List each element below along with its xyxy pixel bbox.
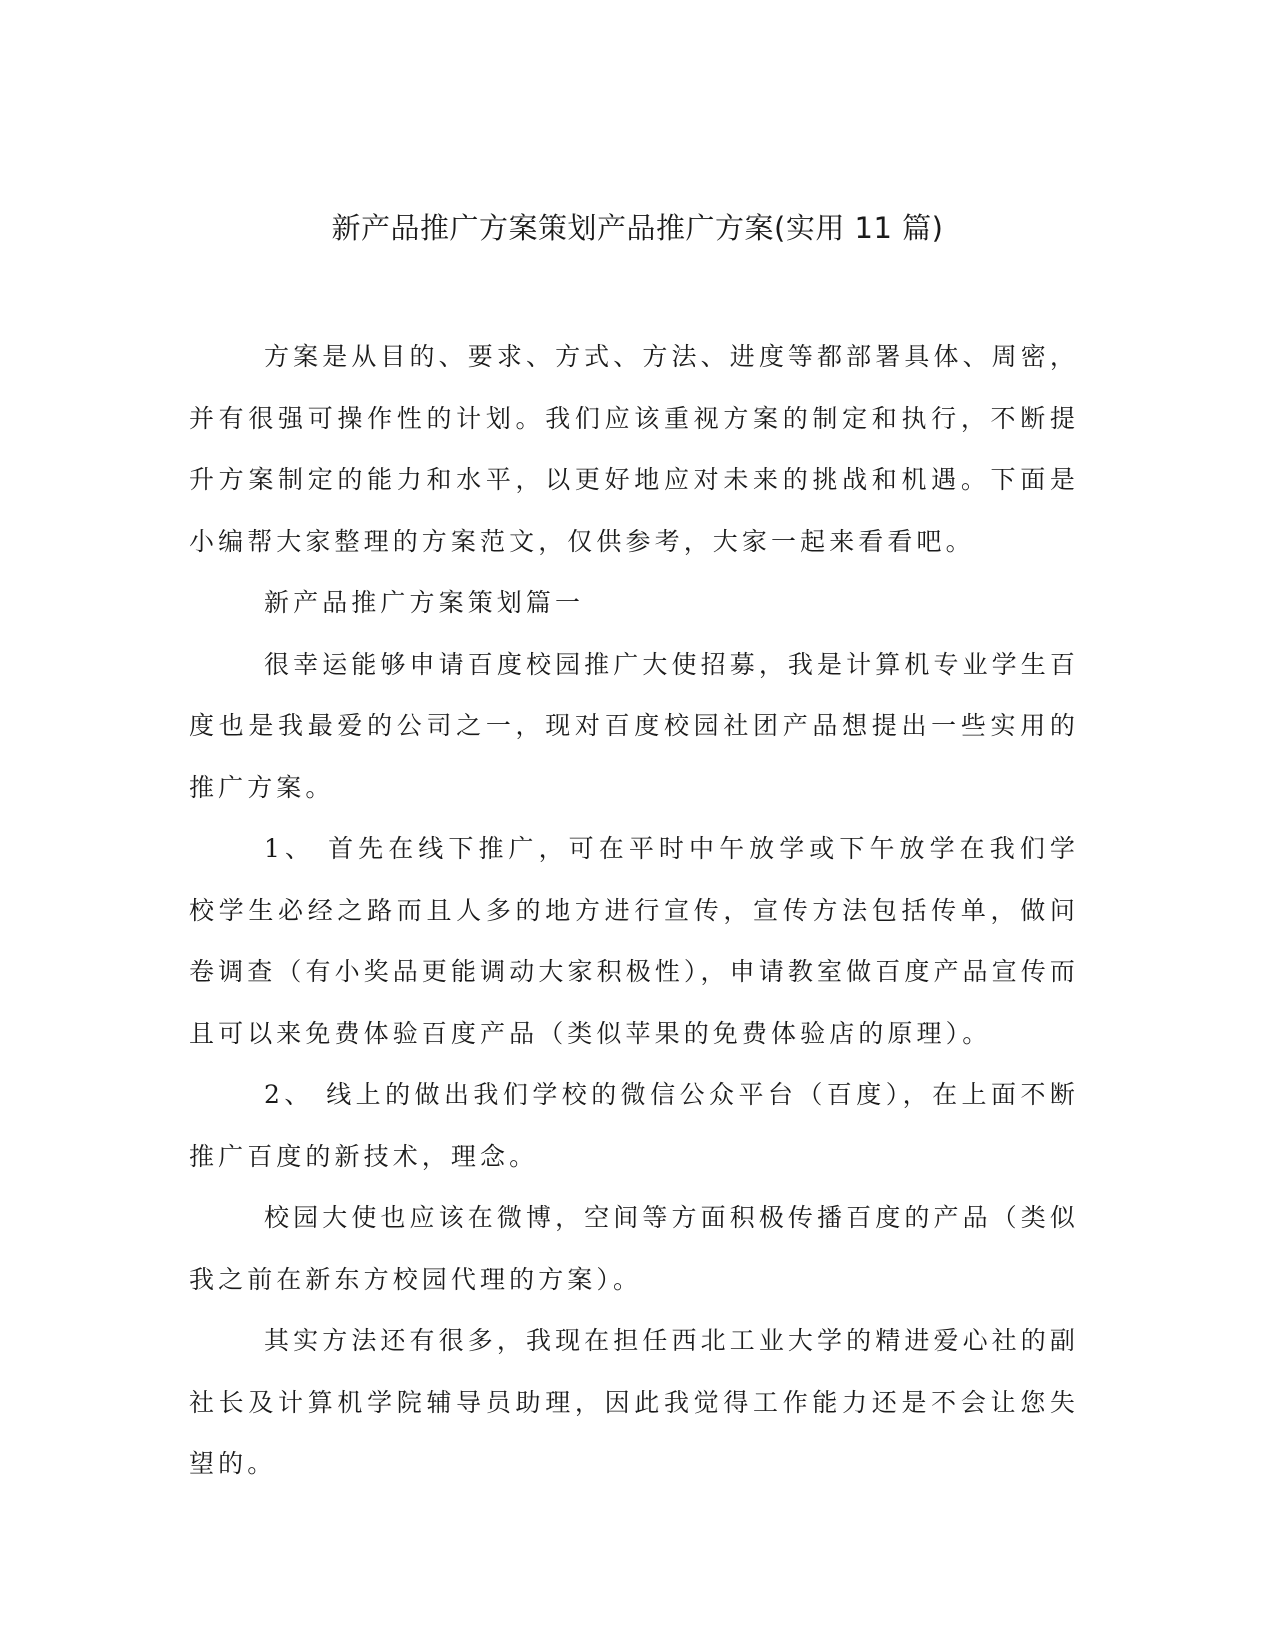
list-item-2: 2、 线上的做出我们学校的微信公众平台（百度），在上面不断推广百度的新技术，理念。: [189, 1080, 1079, 1171]
list-item-1: 1、 首先在线下推广，可在平时中午放学或下午放学在我们学校学生必经之路而且人多的地方进行宣传，宣传方法包括传单，做问卷调查（有小奖品更能调动大家积极性），申请教室做百度产品宣传而且可以来免费体验百度产品（类似苹果的免费体验店的原理）。: [189, 834, 1079, 1048]
body-paragraph: 很幸运能够申请百度校园推广大使招募，我是计算机专业学生百度也是我最爱的公司之一，现对百度校园社团产品想提出一些实用的推广方案。: [189, 649, 1079, 802]
intro-paragraph: 方案是从目的、要求、方式、方法、进度等都部署具体、周密，并有很强可操作性的计划。我们应该重视方案的制定和执行，不断提升方案制定的能力和水平，以更好地应对未来的挑战和机遇。下面是小编帮大家整理的方案范文，仅供参考，大家一起来看看吧。: [189, 342, 1079, 556]
document-body: [189, 326, 1079, 1495]
section-heading: 新产品推广方案策划篇一: [264, 588, 585, 617]
body-paragraph: 校园大使也应该在微博，空间等方面积极传播百度的产品（类似我之前在新东方校园代理的方案）。: [189, 1203, 1079, 1294]
document-title: 新产品推广方案策划产品推广方案(实用 11 篇): [331, 211, 944, 245]
closing-paragraph: 其实方法还有很多，我现在担任西北工业大学的精进爱心社的副社长及计算机学院辅导员助理，因此我觉得工作能力还是不会让您失望的。: [189, 1326, 1079, 1478]
